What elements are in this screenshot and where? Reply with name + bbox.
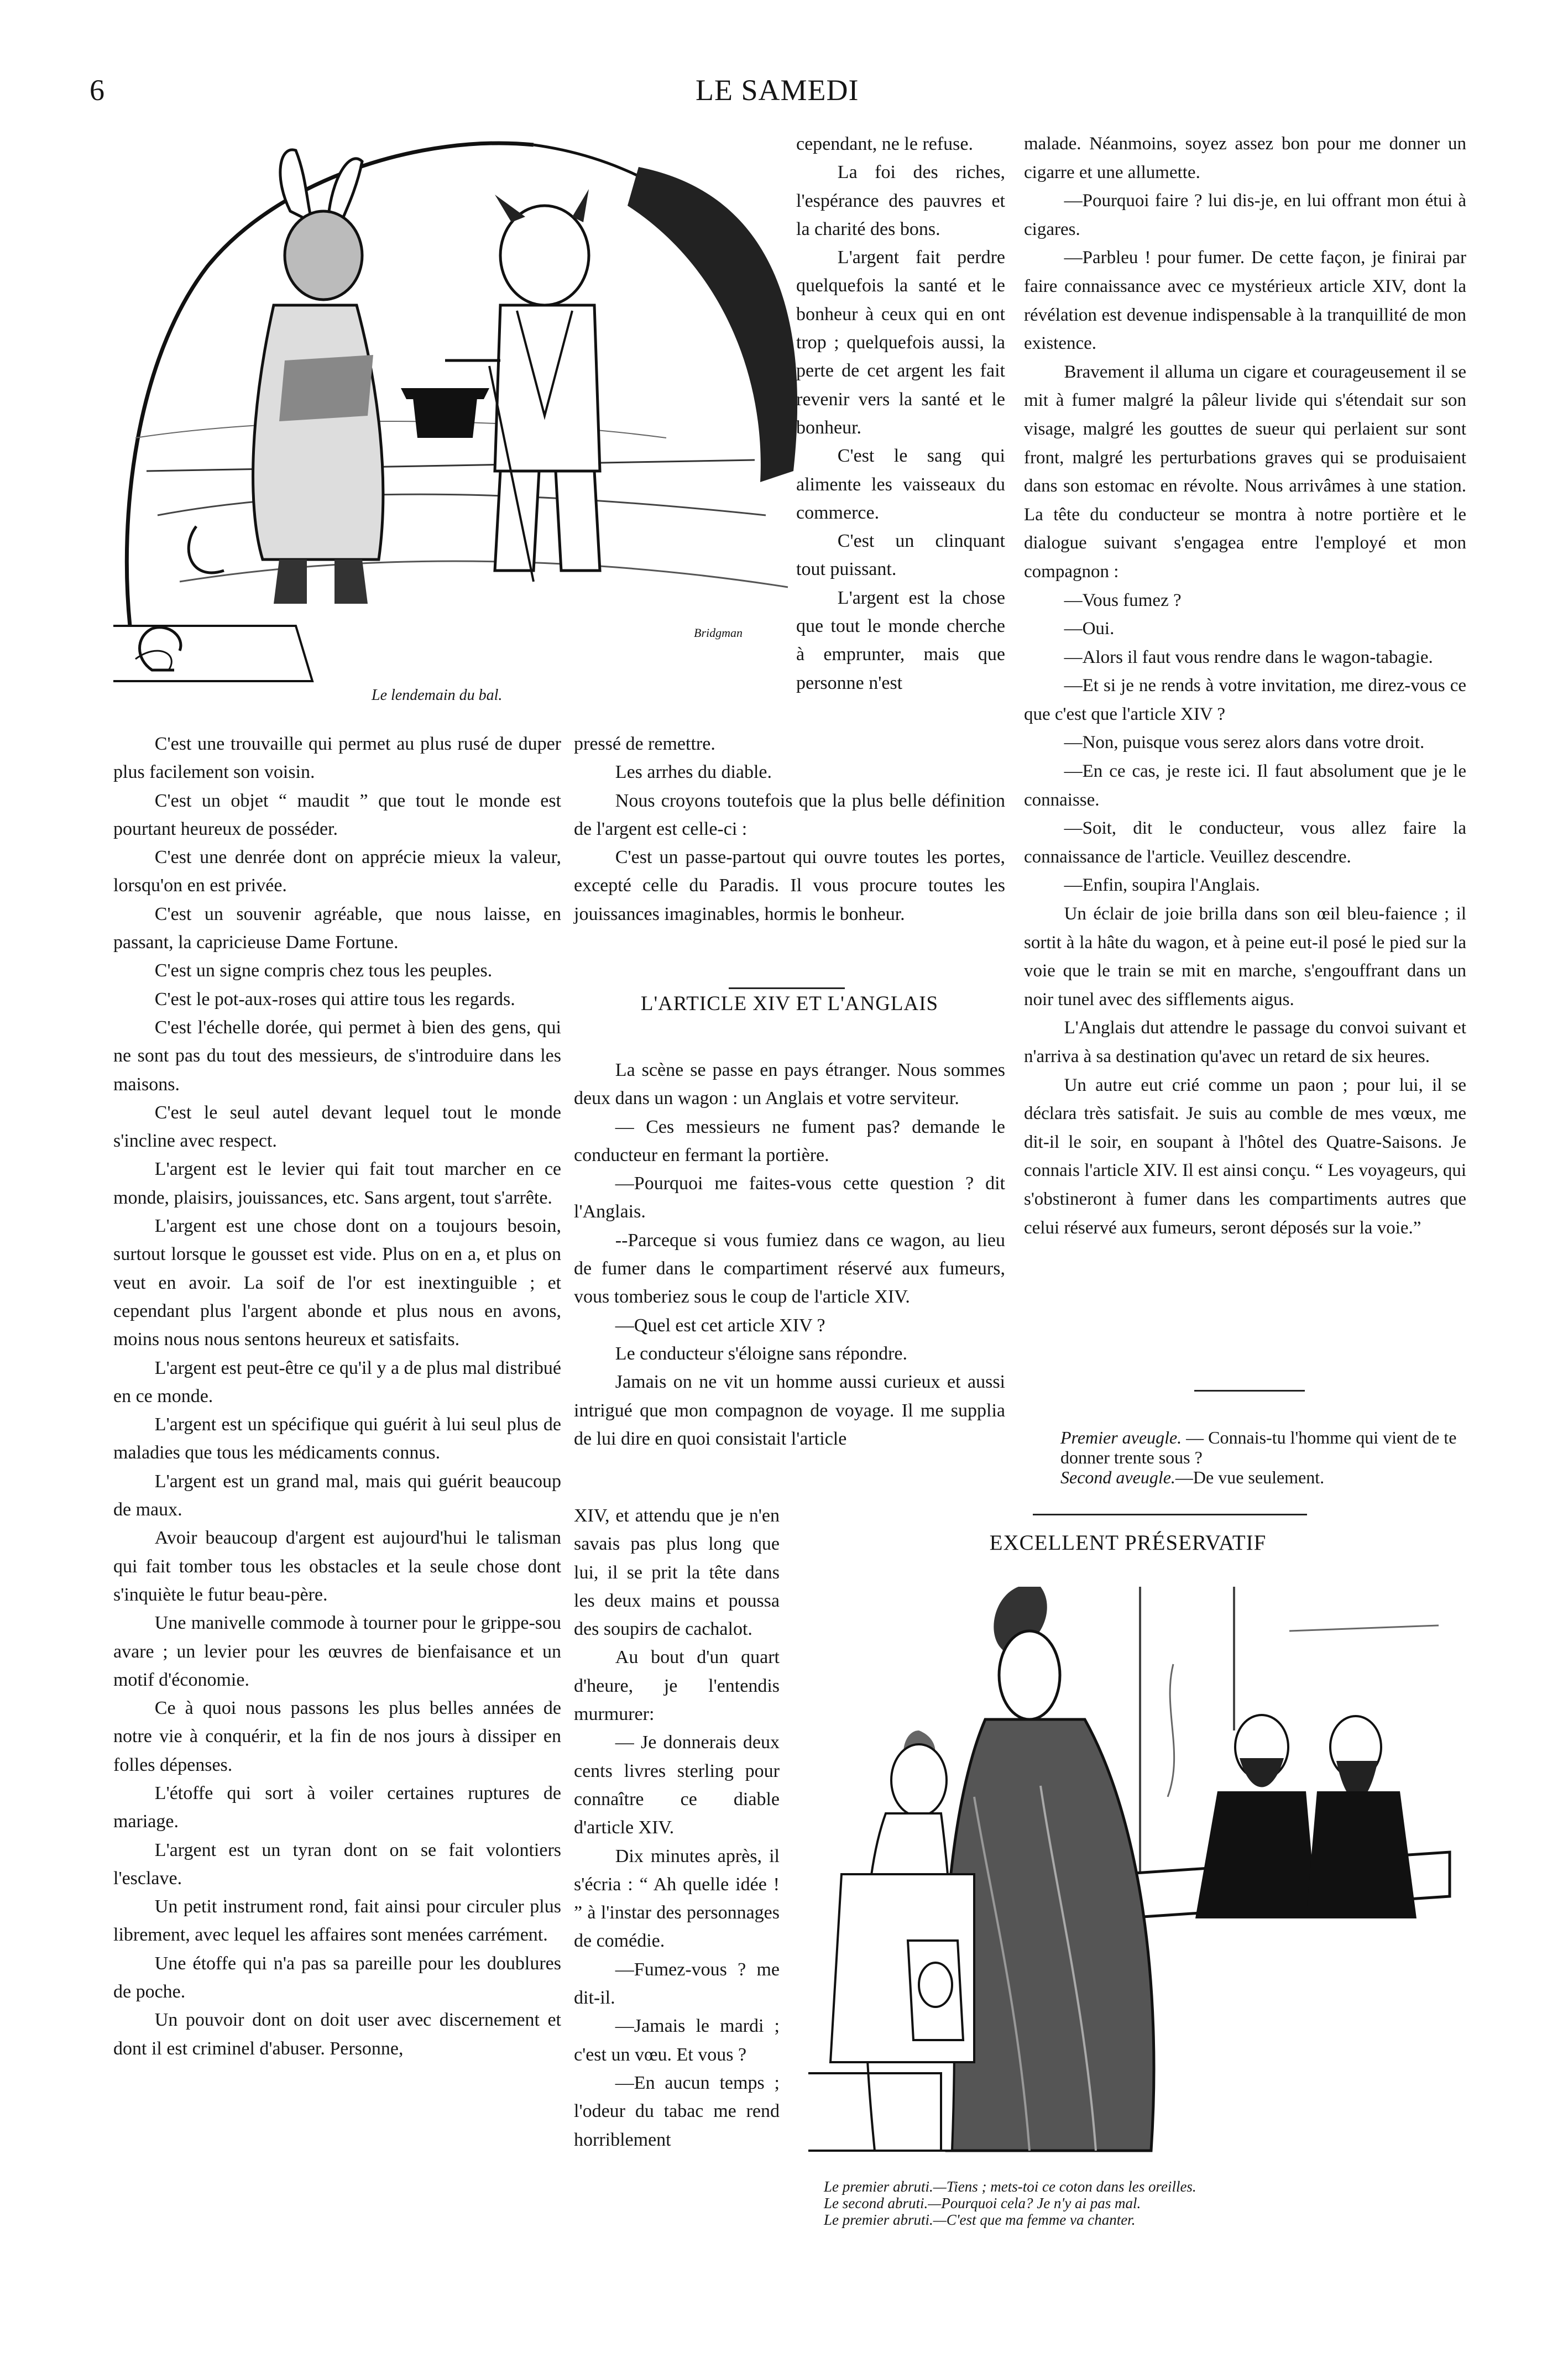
- bottom-illustration: [808, 1565, 1461, 2173]
- col2-paragraph: C'est un clinquant tout puissant.: [796, 531, 1005, 580]
- col2-paragraph: Nous croyons toutefois que la plus belle définition de l'argent est celle-ci :: [574, 790, 1005, 839]
- section-divider: [729, 987, 845, 989]
- col1-paragraph: Ce à quoi nous passons les plus belles années de notre vie à conquérir, et la fin de nos jours à dissiper en folles dépenses.: [113, 1698, 561, 1775]
- column-2-story: [574, 1056, 1005, 1453]
- col2-paragraph: pressé de remettre.: [574, 734, 715, 754]
- col1-paragraph: C'est un souvenir agréable, que nous laisse, en passant, la capricieuse Dame Fortune.: [113, 903, 561, 953]
- col2-paragraph: La foi des riches, l'espérance des pauvres et la charité des bons.: [796, 162, 1005, 239]
- col2-paragraph: Au bout d'un quart d'heure, je l'entendis murmurer:: [574, 1647, 780, 1725]
- joke-line-2: [1060, 1467, 1470, 1487]
- caption-line: Le second abruti.—Pourquoi cela? Je n'y ai pas mal.: [824, 2195, 1141, 2211]
- col2-paragraph: L'argent fait perdre quelquefois la santé et le bonheur à ceux qui en ont trop ; quelquefois aussi, la perte de cet argent les fait revenir vers la santé et le bonheur.: [796, 247, 1005, 438]
- col2-paragraph: —Quel est cet article XIV ?: [615, 1315, 825, 1336]
- illustration-rabbit-and-dog-drawing: [113, 128, 810, 687]
- illustration-drawing-room-singer: [808, 1565, 1461, 2173]
- col2-paragraph: —Pourquoi me faites-vous cette question ? dit l'Anglais.: [574, 1173, 1005, 1222]
- col2-paragraph: C'est le sang qui alimente les vaisseaux du commerce.: [796, 446, 1005, 523]
- col2-paragraph: Jamais on ne vit un homme aussi curieux et aussi intrigué que mon compagnon de voyage. Il me supplia de lui dire en quoi consistait l'article: [574, 1372, 1005, 1449]
- top-illustration-caption: Le lendemain du bal.: [372, 687, 503, 704]
- col3-paragraph: —Vous fumez ?: [1064, 590, 1182, 610]
- col1-paragraph: C'est l'échelle dorée, qui permet à bien des gens, qui ne sont pas du tout des messieurs, de s'introduire dans les maisons.: [113, 1017, 561, 1095]
- page-number: 6: [90, 74, 105, 107]
- col1-paragraph: C'est un signe compris chez tous les peuples.: [154, 960, 493, 981]
- caption-line: Le premier abruti.—C'est que ma femme va chanter.: [824, 2211, 1136, 2228]
- illustration-signature: Bridgman: [694, 626, 743, 640]
- page-title: LE SAMEDI: [696, 74, 859, 107]
- col3-paragraph: —Enfin, soupira l'Anglais.: [1064, 875, 1260, 896]
- top-illustration: [113, 128, 810, 687]
- column-2-narrow-bottom: [574, 1502, 780, 2154]
- col1-paragraph: L'argent est peut-être ce qu'il y a de plus mal distribué en ce monde.: [113, 1357, 561, 1406]
- column-2-wide: [574, 730, 1005, 928]
- joke-divider: [1194, 1390, 1305, 1392]
- col3-paragraph: —Non, puisque vous serez alors dans votre droit.: [1064, 733, 1425, 753]
- col2-paragraph: L'argent est la chose que tout le monde cherche à emprunter, mais que personne n'est: [796, 587, 1005, 693]
- column-1: [113, 730, 561, 2063]
- col1-paragraph: Avoir beaucoup d'argent est aujourd'hui le talisman qui fait tomber tous les obstacles et la seule chose dont s'inquiète le futur beau-père.: [113, 1528, 561, 1605]
- col1-paragraph: Un petit instrument rond, fait ainsi pour circuler plus librement, avec lequel les affaires sont menées carrément.: [113, 1896, 561, 1946]
- blind-men-joke: [1060, 1428, 1470, 1487]
- col2-paragraph: C'est un passe-partout qui ouvre toutes les portes, excepté celle du Paradis. Il vous procure toutes les jouissances imaginables, hormis le bonheur.: [574, 847, 1005, 924]
- bottom-illustration-captions: [824, 2178, 1460, 2228]
- col3-paragraph: —Parbleu ! pour fumer. De cette façon, je finirai par faire connaissance avec ce mystérieux article XIV, dont la révélation est devenue indispensable à la tranquillité de mon existence.: [1024, 248, 1466, 354]
- col1-paragraph: L'argent est un tyran dont on se fait volontiers l'esclave.: [113, 1839, 561, 1889]
- joke-line-1: [1060, 1428, 1470, 1467]
- col2-paragraph: XIV, et attendu que je n'en savais pas plus long que lui, il se prit la tête dans les deux mains et poussa des soupirs de cachalot.: [574, 1505, 780, 1640]
- col1-paragraph: Un pouvoir dont on doit user avec discernement et dont il est criminel d'abuser. Personne,: [113, 2010, 561, 2059]
- column-2-top: [796, 130, 1005, 697]
- column-3: [1024, 130, 1466, 1242]
- section-title-excellent-preservatif: EXCELLENT PRÉSERVATIF: [989, 1531, 1267, 1555]
- col1-paragraph: Une étoffe qui n'a pas sa pareille pour les doublures de poche.: [113, 1953, 561, 2002]
- col2-paragraph: Le conducteur s'éloigne sans répondre.: [615, 1343, 908, 1364]
- col2-paragraph: Dix minutes après, il s'écria : “ Ah quelle idée ! ” à l'instar des personnages de comédie.: [574, 1845, 780, 1952]
- col2-paragraph: — Ces messieurs ne fument pas? demande le conducteur en fermant la portière.: [574, 1116, 1005, 1165]
- joke-speaker-1: Premier aveugle.: [1060, 1428, 1182, 1447]
- joke-text-1: — Connais-tu l'homme qui vient de te donner trente sous ?: [1060, 1428, 1457, 1467]
- caption-line: Le premier abruti.—Tiens ; mets-toi ce coton dans les oreilles.: [824, 2178, 1196, 2195]
- col1-paragraph: L'argent est le levier qui fait tout marcher en ce monde, plaisirs, jouissances, etc. Sans argent, tout s'arrête.: [113, 1159, 561, 1208]
- col1-paragraph: Une manivelle commode à tourner pour le grippe-sou avare ; un levier pour les œuvres de bienfaisance et un motif d'économie.: [113, 1613, 561, 1690]
- col1-paragraph: C'est une denrée dont on apprécie mieux la valeur, lorsqu'on en est privée.: [113, 847, 561, 896]
- col2-paragraph: La scène se passe en pays étranger. Nous sommes deux dans un wagon : un Anglais et votre serviteur.: [574, 1060, 1005, 1109]
- col1-paragraph: L'argent est un spécifique qui guérit à lui seul plus de maladies que tous les médicaments connus.: [113, 1414, 561, 1463]
- col3-paragraph: —Pourquoi faire ? lui dis-je, en lui offrant mon étui à cigares.: [1024, 191, 1466, 239]
- col3-paragraph: —Alors il faut vous rendre dans le wagon-tabagie.: [1064, 647, 1433, 667]
- section-title-article-xiv: L'ARTICLE XIV ET L'ANGLAIS: [640, 992, 939, 1015]
- col2-paragraph: —En aucun temps ; l'odeur du tabac me rend horriblement: [574, 2072, 780, 2150]
- col3-paragraph: —En ce cas, je reste ici. Il faut absolument que je le connaisse.: [1024, 761, 1466, 810]
- col2-paragraph: —Jamais le mardi ; c'est un vœu. Et vous ?: [574, 2016, 780, 2065]
- col2-paragraph: —Fumez-vous ? me dit-il.: [574, 1959, 780, 2009]
- col3-paragraph: Un autre eut crié comme un paon ; pour lui, il se déclara très satisfait. Je suis au comble de mes vœux, me dit-il le soir, en soupant à l'hôtel des Quatre-Saisons. Je connais l'article XIV. Il est ainsi conçu. “ Les voyageurs, qui s'obstineront à fumer dans les compartiments autres que celui réservé aux fumeurs, seront déposés sur la voie.”: [1024, 1075, 1466, 1238]
- col2-paragraph: cependant, ne le refuse.: [796, 134, 973, 154]
- col3-paragraph: Bravement il alluma un cigare et courageusement il se mit à fumer malgré la pâleur livide qui s'étendait sur son visage, malgré les gouttes de sueur qui perlaient sur sont front, malgré les perturbations graves qui se produisaient dans son estomac en révolte. Nous arrivâmes à une station. La tête du conducteur se montra à notre portière et le dialogue suivant s'engagea entre l'employé et mon compagnon :: [1024, 362, 1466, 582]
- col1-paragraph: L'étoffe qui sort à voiler certaines ruptures de mariage.: [113, 1782, 561, 1832]
- section-divider: [1033, 1514, 1307, 1515]
- col1-paragraph: L'argent est une chose dont on a toujours besoin, surtout lorsque le gousset est vide. Plus on en a, et plus on veut en avoir. La soif de l'or est inextinguible ; et cependant plus l'argent abonde et plus nous en avons, moins nous nous sentons heureux et satisfaits.: [113, 1216, 561, 1350]
- col3-paragraph: —Et si je ne rends à votre invitation, me direz-vous ce que c'est que l'article XIV ?: [1024, 676, 1466, 724]
- col3-paragraph: Un éclair de joie brilla dans son œil bleu-faience ; il sortit à la hâte du wagon, et à peine eut-il posé le pied sur la voie que le train se mit en marche, s'engouffrant dans un noir tunel avec des sifflements aigus.: [1024, 904, 1466, 1010]
- col3-paragraph: malade. Néanmoins, soyez assez bon pour me donner un cigarre et une allumette.: [1024, 134, 1466, 182]
- col3-paragraph: —Oui.: [1064, 619, 1115, 639]
- col1-paragraph: L'argent est un grand mal, mais qui guérit beaucoup de maux.: [113, 1471, 561, 1520]
- col2-paragraph: Les arrhes du diable.: [615, 762, 772, 783]
- joke-speaker-2: Second aveugle.: [1060, 1467, 1175, 1487]
- col2-paragraph: --Parceque si vous fumiez dans ce wagon, au lieu de fumer dans le compartiment réservé aux fumeurs, vous tomberiez sous le coup de l'article XIV.: [574, 1230, 1005, 1308]
- col3-paragraph: —Soit, dit le conducteur, vous allez faire la connaissance de l'article. Veuillez descendre.: [1024, 818, 1466, 867]
- col1-paragraph: C'est le pot-aux-roses qui attire tous les regards.: [154, 989, 515, 1010]
- col1-paragraph: C'est un objet “ maudit ” que tout le monde est pourtant heureux de posséder.: [113, 790, 561, 839]
- col1-paragraph: C'est une trouvaille qui permet au plus rusé de duper plus facilement son voisin.: [113, 734, 561, 783]
- col1-paragraph: C'est le seul autel devant lequel tout le monde s'incline avec respect.: [113, 1102, 561, 1152]
- joke-text-2: —De vue seulement.: [1175, 1467, 1325, 1487]
- col3-paragraph: L'Anglais dut attendre le passage du convoi suivant et n'arriva à sa destination qu'avec un retard de six heures.: [1024, 1018, 1466, 1066]
- col2-paragraph: — Je donnerais deux cents livres sterling pour connaître ce diable d'article XIV.: [574, 1732, 780, 1838]
